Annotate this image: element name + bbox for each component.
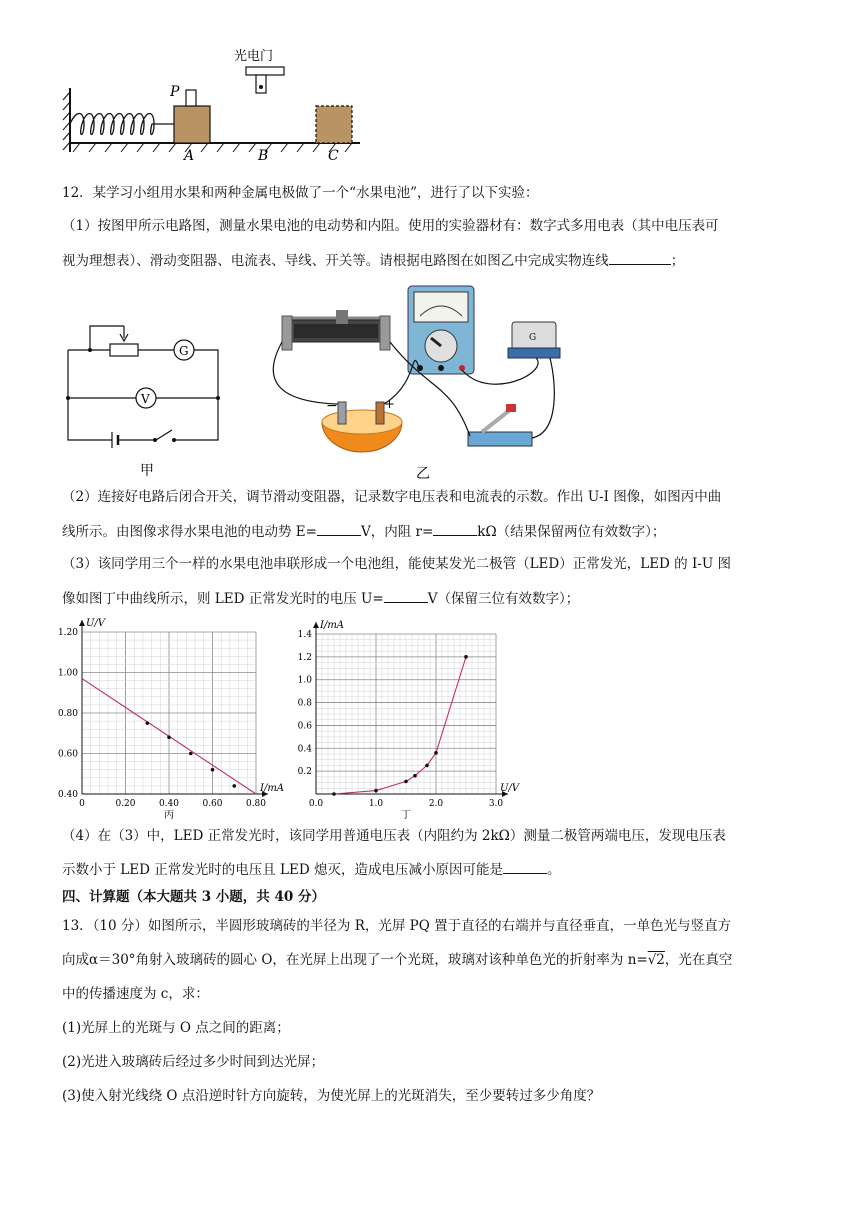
galvanometer-label: G bbox=[529, 333, 537, 343]
x-tick-label: 2.0 bbox=[428, 799, 444, 809]
y-tick-label: 0.2 bbox=[297, 767, 312, 778]
y-tick-label: 0.60 bbox=[57, 749, 78, 760]
y-tick-label: 1.2 bbox=[297, 652, 312, 663]
q12-p1-line1: （1）按图甲所示电路图，测量水果电池的电动势和内阻。使用的实验器材有：数字式多用电表（其中电压表可 bbox=[62, 218, 719, 234]
y-tick-label: 1.00 bbox=[57, 668, 78, 679]
data-point bbox=[413, 774, 417, 778]
chart-title: 丁 bbox=[401, 810, 411, 821]
data-point bbox=[145, 721, 149, 725]
data-point bbox=[404, 780, 408, 784]
x-tick-label: 0.40 bbox=[158, 799, 180, 809]
chart-ding bbox=[288, 614, 528, 828]
minus-label: − bbox=[326, 398, 338, 414]
answer-blank-resistance[interactable] bbox=[433, 521, 477, 536]
q13-line3: 中的传播速度为 c，求： bbox=[62, 986, 209, 1002]
q12-p1-line2: 视为理想表）、滑动变阻器、电流表、导线、开关等。请根据电路图在如图乙中完成实物连线 ； bbox=[62, 250, 684, 271]
y-tick-label: 0.80 bbox=[57, 709, 78, 719]
figure-label-jia: 甲 bbox=[140, 463, 154, 479]
data-point bbox=[189, 752, 193, 756]
q12-p4-line2: 示数小于 LED 正常发光时的电压且 LED 熄灭，造成电压减小原因可能是 。 bbox=[62, 859, 560, 880]
figure-label-yi: 乙 bbox=[416, 466, 430, 482]
spring-block-figure bbox=[60, 40, 380, 162]
plus-label: + bbox=[384, 397, 395, 412]
x-tick-label: 1.0 bbox=[368, 799, 384, 809]
x-tick-label: 0.80 bbox=[245, 799, 267, 809]
data-point bbox=[425, 764, 429, 768]
y-tick-label: 1.20 bbox=[57, 628, 78, 638]
y-axis-arrow bbox=[79, 620, 85, 626]
y-tick-label: 0.8 bbox=[297, 698, 312, 709]
ammeter-symbol: G bbox=[179, 344, 189, 358]
q13-line2: 向成α＝30°角射入玻璃砖的圆心 O，在光屏上出现了一个光斑，玻璃对该种单色光的折射率为 n=√2，光在真空 bbox=[62, 952, 733, 968]
q13-line1: 13．（10 分）如图所示，半圆形玻璃砖的半径为 R，光屏 PQ 置于直径的右端并与直径垂直，一单色光与竖直方 bbox=[62, 918, 732, 934]
answer-blank-wiring[interactable] bbox=[609, 250, 671, 265]
x-tick-label: 0 bbox=[79, 799, 85, 809]
data-point bbox=[211, 768, 215, 772]
q12-p2-line1: （2）连接好电路后闭合开关，调节滑动变阻器，记录数字电压表和电流表的示数。作出 U-I 图像，如图丙中曲 bbox=[62, 489, 722, 505]
q13-sub2: (2)光进入玻璃砖后经过多少时间到达光屏； bbox=[62, 1054, 325, 1070]
x-tick-label: 0.60 bbox=[202, 799, 223, 809]
data-point bbox=[464, 655, 468, 659]
y-tick-label: 1.0 bbox=[297, 675, 312, 686]
section-heading: 四、计算题（本大题共 3 小题，共 40 分） bbox=[62, 889, 325, 905]
photogate-label: 光电门 bbox=[234, 49, 274, 64]
voltmeter-symbol: V bbox=[141, 392, 150, 406]
circuit-diagram-jia bbox=[60, 320, 230, 480]
data-point bbox=[167, 736, 171, 740]
y-tick-label: 0.4 bbox=[297, 744, 312, 755]
data-point bbox=[332, 792, 336, 796]
y-axis-arrow bbox=[313, 622, 319, 628]
answer-blank-reason[interactable] bbox=[503, 859, 547, 874]
x-axis-label: U/V bbox=[500, 783, 520, 794]
q12-p2-line2: 线所示。由图像求得水果电池的电动势 E= V，内阻 r= kΩ（结果保留两位有效数字）； bbox=[62, 521, 665, 542]
q13-sub3: (3)使入射光线绕 O 点沿逆时针方向旋转，为使光屏上的光斑消失，至少要转过多少角度？ bbox=[62, 1088, 601, 1104]
answer-blank-led-voltage[interactable] bbox=[384, 588, 428, 603]
y-axis-label: I/mA bbox=[320, 620, 345, 631]
label-p: P bbox=[170, 84, 180, 100]
x-tick-label: 0.0 bbox=[308, 799, 324, 809]
chart-bing bbox=[56, 618, 300, 824]
y-tick-label: 0.6 bbox=[297, 721, 312, 732]
label-b: B bbox=[258, 148, 269, 162]
label-c: C bbox=[328, 148, 339, 162]
apparatus-figure-yi bbox=[260, 282, 570, 482]
data-point bbox=[232, 784, 236, 788]
q12-p3-line2: 像如图丁中曲线所示，则 LED 正常发光时的电压 U= V（保留三位有效数字）； bbox=[62, 588, 579, 609]
q13-sub1: (1)光屏上的光斑与 O 点之间的距离； bbox=[62, 1020, 290, 1036]
data-point bbox=[374, 789, 378, 793]
q12-p3-line1: （3）该同学用三个一样的水果电池串联形成一个电池组，能使某发光二极管（LED）正常发光，LED 的 I-U 图 bbox=[62, 556, 732, 572]
q12-p4-line1: （4）在（3）中，LED 正常发光时，该同学用普通电压表（内阻约为 2kΩ）测量二极管两端电压，发现电压表 bbox=[62, 828, 726, 844]
chart-title: 丙 bbox=[164, 810, 174, 821]
answer-blank-emf[interactable] bbox=[317, 521, 361, 536]
data-point bbox=[434, 751, 438, 755]
y-axis-label: U/V bbox=[86, 618, 106, 629]
x-tick-label: 0.20 bbox=[115, 799, 136, 809]
x-axis-label: I/mA bbox=[260, 783, 285, 794]
y-tick-label: 1.4 bbox=[297, 630, 312, 640]
y-tick-label: 0.40 bbox=[57, 790, 78, 800]
q12-stem: 12．某学习小组用水果和两种金属电极做了一个“水果电池”，进行了以下实验： bbox=[62, 185, 539, 201]
x-tick-label: 3.0 bbox=[488, 799, 504, 809]
label-a: A bbox=[184, 148, 195, 162]
